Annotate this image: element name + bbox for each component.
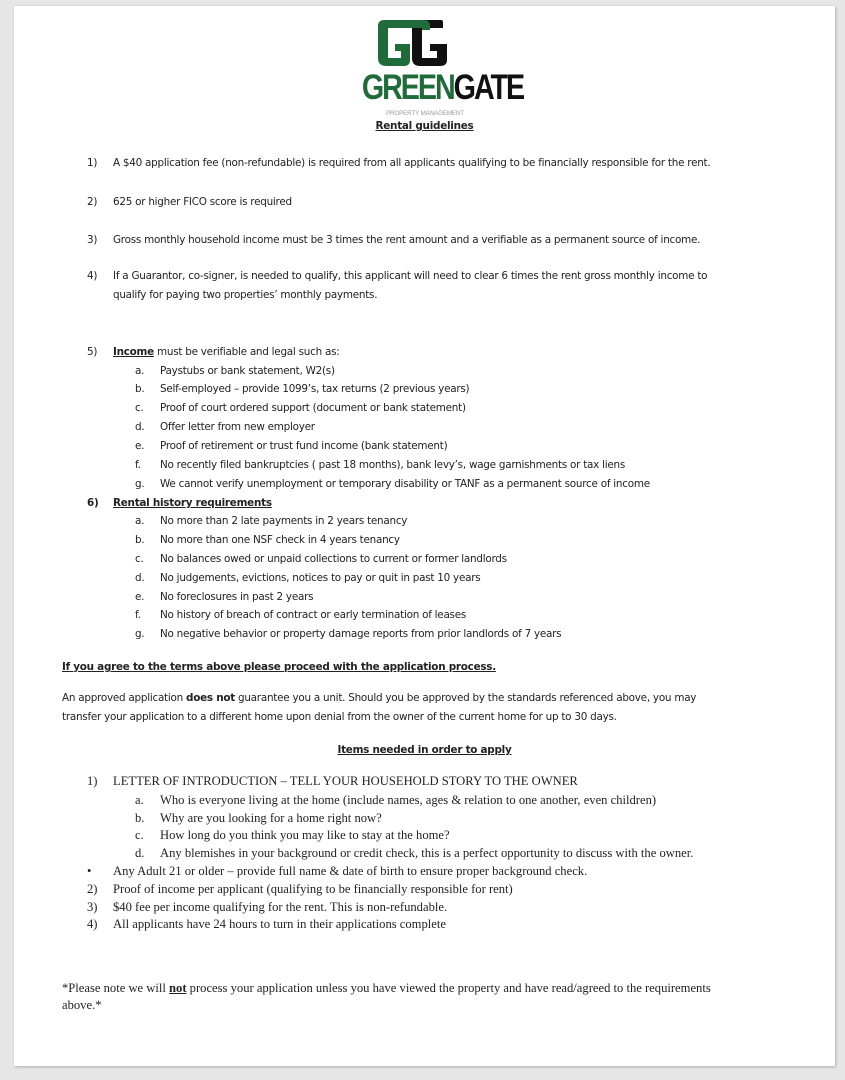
guideline-number: 1) [87, 157, 98, 169]
gg-monogram-icon [348, 18, 502, 70]
item-letter: f. [135, 459, 141, 471]
items-needed-2 [87, 882, 513, 897]
item-text: Any Adult 21 or older – provide full name & date of birth to ensure proper background check. [113, 864, 588, 878]
guideline-3 [87, 234, 700, 246]
income-item [135, 459, 625, 471]
final-note-line-1 [62, 981, 711, 996]
guideline-text: A $40 application fee (non-refundable) is required from all applicants qualifying to be financially responsible for the rent. [113, 157, 711, 169]
letter-sub-item [135, 846, 693, 861]
brand-black-part: GATE [453, 68, 524, 107]
item-letter: c. [135, 828, 144, 842]
income-heading-text: must be verifiable and legal such as: [153, 346, 340, 358]
guideline-number: 4) [87, 270, 98, 282]
item-text: No more than 2 late payments in 2 years tenancy [160, 515, 408, 527]
items-needed-3 [87, 900, 447, 915]
item-letter: g. [135, 628, 145, 640]
item-letter: c. [135, 553, 144, 565]
letter-sub-item [135, 793, 656, 808]
note-emphasis: not [169, 981, 187, 995]
item-letter: g. [135, 478, 145, 490]
item-letter: d. [135, 572, 145, 584]
item-text: No negative behavior or property damage reports from prior landlords of 7 years [160, 628, 562, 640]
document-page [14, 6, 835, 1066]
agree-notice: If you agree to the terms above please proceed with the application process. [62, 661, 496, 673]
rental-history-item [135, 534, 400, 546]
item-text: Self-employed – provide 1099’s, tax returns (2 previous years) [160, 383, 470, 395]
item-letter: a. [135, 793, 144, 807]
approval-text: guarantee you a unit. Should you be approved by the standards referenced above, you may [234, 692, 697, 704]
guideline-text: 625 or higher FICO score is required [113, 196, 292, 208]
guideline-2 [87, 196, 292, 208]
income-item [135, 365, 335, 377]
item-text: Paystubs or bank statement, W2(s) [160, 365, 335, 377]
item-text: Offer letter from new employer [160, 421, 315, 433]
guideline-1 [87, 157, 710, 169]
income-heading [87, 346, 340, 358]
item-number: 1) [87, 774, 98, 788]
guideline-text: If a Guarantor, co-signer, is needed to qualify, this applicant will need to clear 6 times the rent gross monthly income to [113, 270, 708, 282]
item-text: No more than one NSF check in 4 years tenancy [160, 534, 400, 546]
items-needed-1 [87, 774, 578, 789]
note-text: *Please note we will [62, 981, 170, 995]
income-item [135, 383, 469, 395]
item-text: Who is everyone living at the home (include names, ages & relation to one another, even children) [160, 793, 657, 807]
section-number: 5) [87, 346, 98, 358]
item-text: LETTER OF INTRODUCTION – TELL YOUR HOUSEHOLD STORY TO THE OWNER [113, 774, 578, 788]
rental-history-item [135, 515, 407, 527]
item-letter: e. [135, 591, 145, 603]
page-title: Rental guidelines [375, 120, 474, 132]
brand-subtitle: PROPERTY MANAGEMENT [386, 110, 464, 117]
item-letter: e. [135, 440, 145, 452]
item-letter: d. [135, 421, 145, 433]
rental-history-item [135, 572, 480, 584]
item-letter: b. [135, 534, 145, 546]
item-letter: b. [135, 811, 145, 825]
items-needed-title: Items needed in order to apply [337, 744, 512, 756]
approval-paragraph-line-1 [62, 692, 696, 704]
item-text: No balances owed or unpaid collections to current or former landlords [160, 553, 507, 565]
item-number: 3) [87, 900, 98, 914]
item-text: All applicants have 24 hours to turn in their applications complete [113, 917, 446, 931]
guideline-number: 2) [87, 196, 98, 208]
rental-history-item [135, 628, 561, 640]
brand-wordmark [361, 68, 524, 107]
item-number: 4) [87, 917, 98, 931]
item-number: 2) [87, 882, 98, 896]
guideline-number: 3) [87, 234, 98, 246]
section-number: 6) [87, 497, 99, 509]
final-note-line-2: above.* [62, 998, 102, 1012]
item-text: $40 fee per income qualifying for the rent. This is non-refundable. [113, 900, 448, 914]
rental-history-label: Rental history requirements [113, 497, 272, 509]
item-letter: f. [135, 609, 141, 621]
rental-history-item [135, 609, 466, 621]
item-text: Why are you looking for a home right now? [160, 811, 382, 825]
income-item [135, 440, 447, 452]
income-item [135, 402, 466, 414]
adult-bullet-item [87, 864, 587, 879]
guideline-4-continuation: qualify for paying two properties’ monthly payments. [113, 289, 378, 301]
item-letter: d. [135, 846, 145, 860]
rental-history-heading [87, 497, 272, 509]
item-text: No judgements, evictions, notices to pay or quit in past 10 years [160, 572, 481, 584]
item-text: No recently filed bankruptcies ( past 18 months), bank levy’s, wage garnishments or tax liens [160, 459, 626, 471]
letter-sub-item [135, 811, 382, 826]
approval-text: An approved application [62, 692, 187, 704]
item-text: Proof of income per applicant (qualifying to be financially responsible for rent) [113, 882, 513, 896]
item-text: Proof of retirement or trust fund income (bank statement) [160, 440, 448, 452]
approval-emphasis: does not [186, 692, 235, 704]
approval-paragraph-line-2: transfer your application to a different home upon denial from the owner of the current home for up to 30 days. [62, 711, 617, 723]
item-text: How long do you think you may like to stay at the home? [160, 828, 450, 842]
letter-sub-item [135, 828, 450, 843]
item-text: Any blemishes in your background or credit check, this is a perfect opportunity to discuss with the owner. [160, 846, 694, 860]
brand-green-part: GREEN [361, 68, 454, 107]
guideline-text: Gross monthly household income must be 3 times the rent amount and a verifiable as a permanent source of income. [113, 234, 701, 246]
guideline-4 [87, 270, 707, 282]
greengate-logo [348, 18, 524, 118]
income-item [135, 421, 315, 433]
item-text: No history of breach of contract or early termination of leases [160, 609, 467, 621]
item-letter: a. [135, 515, 145, 527]
items-needed-4 [87, 917, 446, 932]
item-text: No foreclosures in past 2 years [160, 591, 314, 603]
rental-history-item [135, 591, 313, 603]
rental-history-item [135, 553, 507, 565]
bullet-icon: • [87, 864, 92, 878]
item-letter: a. [135, 365, 145, 377]
item-text: Proof of court ordered support (document or bank statement) [160, 402, 466, 414]
income-label: Income [113, 346, 154, 358]
note-text: process your application unless you have viewed the property and have read/agreed to the requirements [186, 981, 711, 995]
income-item [135, 478, 650, 490]
item-letter: c. [135, 402, 144, 414]
item-text: We cannot verify unemployment or temporary disability or TANF as a permanent source of income [160, 478, 650, 490]
item-letter: b. [135, 383, 145, 395]
